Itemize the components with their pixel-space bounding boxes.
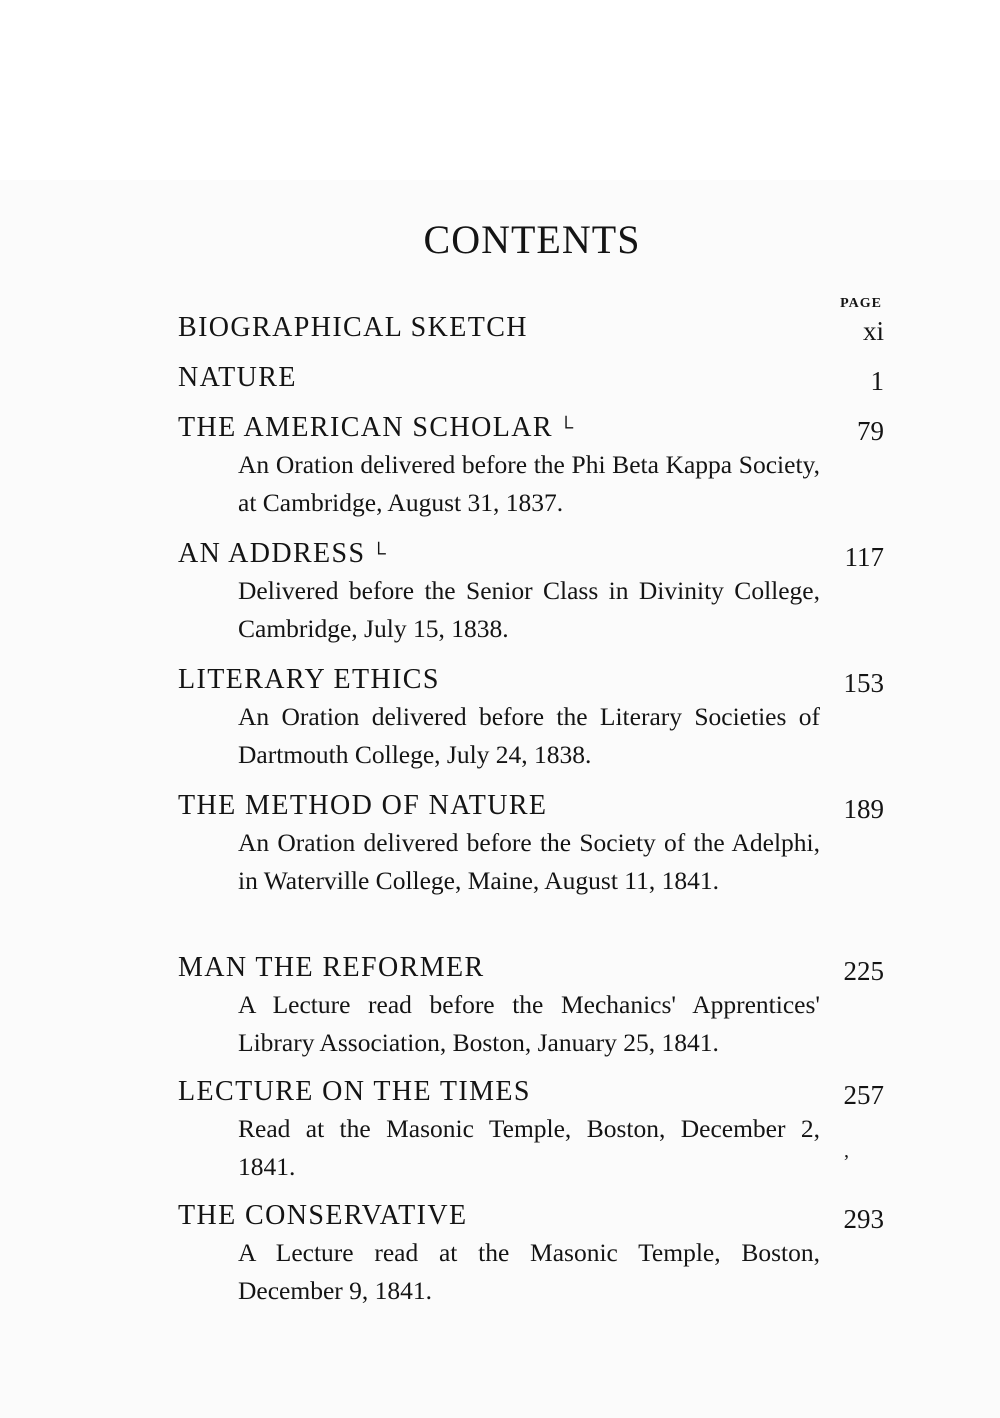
entry-page-number: xi [862, 316, 884, 346]
toc-entry-method-of-nature [178, 788, 884, 900]
entry-title: MAN THE REFORMER [178, 952, 485, 983]
entry-page-number: 257 [843, 1080, 884, 1110]
pencil-check-mark: └ [558, 417, 575, 439]
toc-entry-man-the-reformer [178, 950, 884, 1062]
toc-entry-the-conservative [178, 1198, 884, 1310]
pencil-check-mark: └ [371, 543, 388, 565]
contents-heading: CONTENTS [423, 217, 641, 262]
entry-title: LECTURE ON THE TIMES [178, 1076, 531, 1107]
entry-title: AN ADDRESS [178, 538, 366, 569]
entry-description: An Oration delivered before the Literary Societies of Dartmouth College, July 24, 1838. [238, 702, 820, 769]
toc-entry-biographical-sketch [178, 310, 884, 346]
toc-entry-literary-ethics [178, 662, 884, 774]
entry-title: LITERARY ETHICS [178, 664, 440, 695]
entry-page-number: 153 [843, 668, 884, 698]
toc-entry-an-address [178, 536, 884, 648]
entry-title: THE METHOD OF NATURE [178, 790, 548, 821]
entry-page-number: 79 [857, 416, 884, 446]
entry-title: THE CONSERVATIVE [178, 1200, 468, 1231]
entry-page-number: 1 [870, 366, 884, 396]
entry-description: An Oration delivered before the Society of the Adelphi, in Waterville College, Maine, August 11, 1841. [238, 828, 820, 895]
entry-description: Delivered before the Senior Class in Divinity College, Cambridge, July 15, 1838. [238, 576, 820, 643]
toc-entry-nature [178, 360, 884, 396]
entry-title: BIOGRAPHICAL SKETCH [178, 312, 528, 343]
stray-pencil-mark: , [844, 1140, 849, 1162]
page-column-label: PAGE [840, 296, 882, 311]
entry-description: A Lecture read before the Mechanics' Apprentices' Library Association, Boston, January 25, 1841. [238, 990, 820, 1057]
toc-entry-lecture-on-the-times [178, 1074, 884, 1186]
entry-title: THE AMERICAN SCHOLAR [178, 412, 553, 443]
entry-description: Read at the Masonic Temple, Boston, December 2, 1841. [238, 1114, 820, 1181]
toc-entry-american-scholar [178, 410, 884, 522]
entry-description: An Oration delivered before the Phi Beta Kappa Society, at Cambridge, August 31, 1837. [238, 450, 820, 517]
entry-page-number: 189 [843, 794, 884, 824]
entry-page-number: 117 [844, 542, 884, 572]
entry-page-number: 293 [843, 1204, 884, 1234]
entry-description: A Lecture read at the Masonic Temple, Boston, December 9, 1841. [238, 1238, 820, 1305]
entry-page-number: 225 [843, 956, 884, 986]
entry-title: NATURE [178, 362, 297, 393]
